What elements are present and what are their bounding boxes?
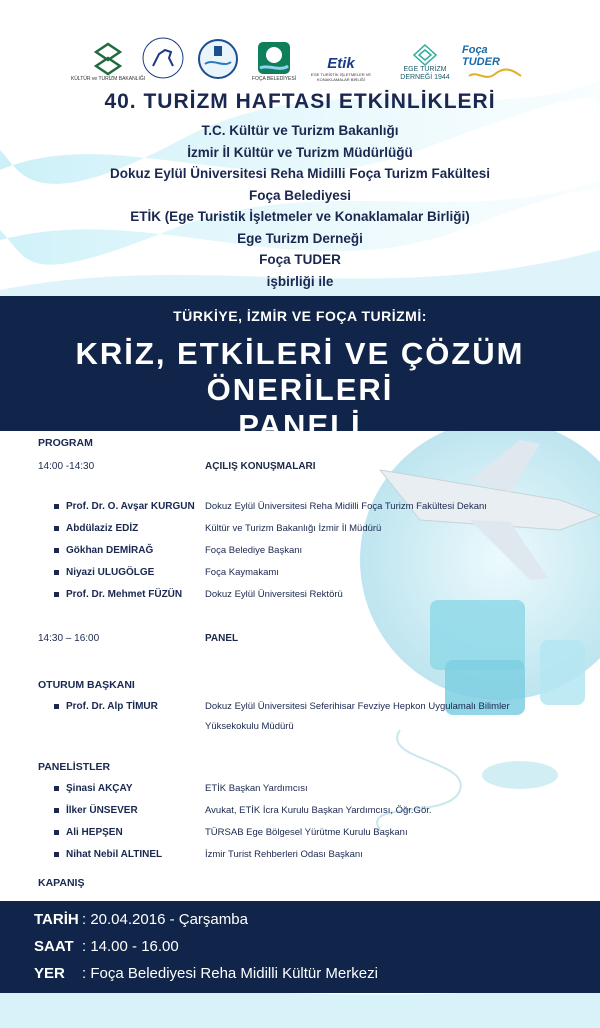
bullet-icon xyxy=(54,830,59,835)
organizer-line: Foça TUDER xyxy=(259,252,341,267)
foca-belediyesi-logo xyxy=(252,28,296,82)
list-item xyxy=(0,523,600,539)
chair-role-line1: Dokuz Eylül Üniversitesi Seferihisar Fevziye Hepkon Uygulamalı Bilimler xyxy=(205,701,510,712)
foca-seal-logo xyxy=(196,28,240,82)
ege-turizm-line2: DERNEĞİ 1944 xyxy=(400,74,450,81)
speaker-role: Dokuz Eylül Üniversitesi Reha Midilli Foça Turizm Fakültesi Dekanı xyxy=(205,501,487,512)
time-value: : 14.00 - 16.00 xyxy=(82,938,179,955)
place-label: YER xyxy=(34,965,65,982)
list-item xyxy=(0,589,600,605)
speaker-role: Kültür ve Turizm Bakanlığı İzmir İl Müdürü xyxy=(205,523,382,534)
ege-turizm-line1: EGE TURİZM xyxy=(403,66,447,73)
time-row xyxy=(34,938,179,955)
speaker-name: Gökhan DEMİRAĞ xyxy=(66,545,154,556)
bullet-icon xyxy=(54,526,59,531)
bullet-icon xyxy=(54,786,59,791)
program-heading: PROGRAM xyxy=(38,437,93,449)
knot-emblem-icon xyxy=(94,42,122,76)
banner-title-line1: KRİZ, ETKİLERİ VE ÇÖZÜM ÖNERİLERİ xyxy=(75,336,525,407)
place-row xyxy=(34,965,378,982)
bullet-icon xyxy=(54,704,59,709)
place-value: : Foça Belediyesi Reha Midilli Kültür Merkezi xyxy=(82,965,378,982)
bullet-icon xyxy=(54,852,59,857)
kultur-bakanligi-logo xyxy=(70,28,146,82)
banner-title xyxy=(0,336,600,444)
organizer-line: İzmir İl Kültür ve Turizm Müdürlüğü xyxy=(187,144,413,160)
closing-label: KAPANIŞ xyxy=(38,877,85,889)
horse-emblem-icon xyxy=(141,34,185,82)
chair-role-line2: Yüksekokulu Müdürü xyxy=(205,721,294,732)
list-item xyxy=(0,827,600,843)
panel-row xyxy=(0,633,600,649)
panelist-role: İzmir Turist Rehberleri Odası Başkanı xyxy=(205,849,363,860)
list-item xyxy=(0,849,600,865)
tuder-wordmark: Foça TUDER xyxy=(462,44,500,68)
opening-time: 14:00 -14:30 xyxy=(38,461,95,472)
panelist-role: TÜRSAB Ege Bölgesel Yürütme Kurulu Başkanı xyxy=(205,827,408,838)
sponsor-logos xyxy=(0,28,600,86)
date-value: : 20.04.2016 - Çarşamba xyxy=(82,911,248,928)
page-title: 40. TURİZM HAFTASI ETKİNLİKLERİ xyxy=(104,90,496,113)
opening-row xyxy=(0,461,600,477)
organizer-list xyxy=(0,120,600,292)
list-item xyxy=(0,701,600,717)
banner-title-line2: PANELİ xyxy=(238,408,362,443)
panelist-name: Şinasi AKÇAY xyxy=(66,783,133,794)
panel-label: PANEL xyxy=(205,633,239,644)
bullet-icon xyxy=(54,592,59,597)
etik-caption: EGE TURİSTİK İŞLETMELER VE KONAKLAMALAR BİRLİĞİ xyxy=(310,72,372,82)
etik-wordmark: Etik xyxy=(327,55,355,72)
organizer-line: işbirliği ile xyxy=(266,273,334,289)
banner-subtitle: TÜRKİYE, İZMİR VE FOÇA TURİZMİ: xyxy=(173,308,427,324)
organizer-line: ETİK (Ege Turistik İşletmeler ve Konaklamalar Birliği) xyxy=(130,209,470,224)
opening-label: AÇILIŞ KONUŞMALARI xyxy=(205,461,316,472)
foca-belediyesi-caption: FOÇA BELEDİYESİ xyxy=(251,76,297,82)
list-item xyxy=(0,805,600,821)
bullet-icon xyxy=(54,504,59,509)
time-label: SAAT xyxy=(34,938,74,955)
panelist-name: Nihat Nebil ALTINEL xyxy=(66,849,163,860)
lattice-emblem-icon xyxy=(413,44,437,66)
organizer-line: Ege Turizm Derneği xyxy=(237,230,363,246)
bullet-icon xyxy=(54,570,59,575)
deu-logo xyxy=(138,28,188,82)
foca-tuder-logo xyxy=(462,28,528,82)
list-item xyxy=(0,501,600,517)
etik-logo xyxy=(306,28,376,82)
organizer-line: Dokuz Eylül Üniversitesi Reha Midilli Foça Turizm Fakültesi xyxy=(109,166,491,181)
organizer-line: Foça Belediyesi xyxy=(248,187,352,203)
panelist-role: ETİK Başkan Yardımcısı xyxy=(205,783,308,794)
date-label: TARİH xyxy=(34,911,79,928)
speaker-role: Dokuz Eylül Üniversitesi Rektörü xyxy=(205,589,343,600)
ege-turizm-logo xyxy=(398,28,452,82)
date-row xyxy=(34,911,248,928)
program-section xyxy=(0,431,600,901)
list-item xyxy=(0,545,600,561)
speaker-name: Niyazi ULUGÖLGE xyxy=(66,567,155,578)
seal-face-icon xyxy=(256,40,292,76)
speaker-role: Foça Belediye Başkanı xyxy=(205,545,303,556)
kultur-logo-caption: KÜLTÜR ve TURİZM BAKANLIĞI xyxy=(70,76,146,82)
speaker-role: Foça Kaymakamı xyxy=(205,567,279,578)
bullet-icon xyxy=(54,548,59,553)
panelists-heading: PANELİSTLER xyxy=(38,761,111,773)
event-details xyxy=(0,901,600,993)
bullet-icon xyxy=(54,808,59,813)
organizer-line: T.C. Kültür ve Turizm Bakanlığı xyxy=(201,123,399,138)
panelist-role: Avukat, ETİK İcra Kurulu Başkan Yardımcısı, Öğr.Gör. xyxy=(205,805,432,816)
list-item xyxy=(0,783,600,799)
speaker-name: Abdülaziz EDİZ xyxy=(66,523,139,534)
panelist-name: İlker ÜNSEVER xyxy=(66,805,138,816)
wave-icon xyxy=(467,68,523,82)
panel-time: 14:30 – 16:00 xyxy=(38,633,100,644)
seal-icon xyxy=(197,36,239,82)
speaker-name: Prof. Dr. O. Avşar KURGUN xyxy=(66,501,195,512)
chair-heading: OTURUM BAŞKANI xyxy=(38,679,135,691)
chair-role-continuation xyxy=(0,721,600,737)
speaker-name: Prof. Dr. Mehmet FÜZÜN xyxy=(66,589,183,600)
list-item xyxy=(0,567,600,583)
chair-name: Prof. Dr. Alp TİMUR xyxy=(66,701,158,712)
panelist-name: Ali HEPŞEN xyxy=(66,827,123,838)
